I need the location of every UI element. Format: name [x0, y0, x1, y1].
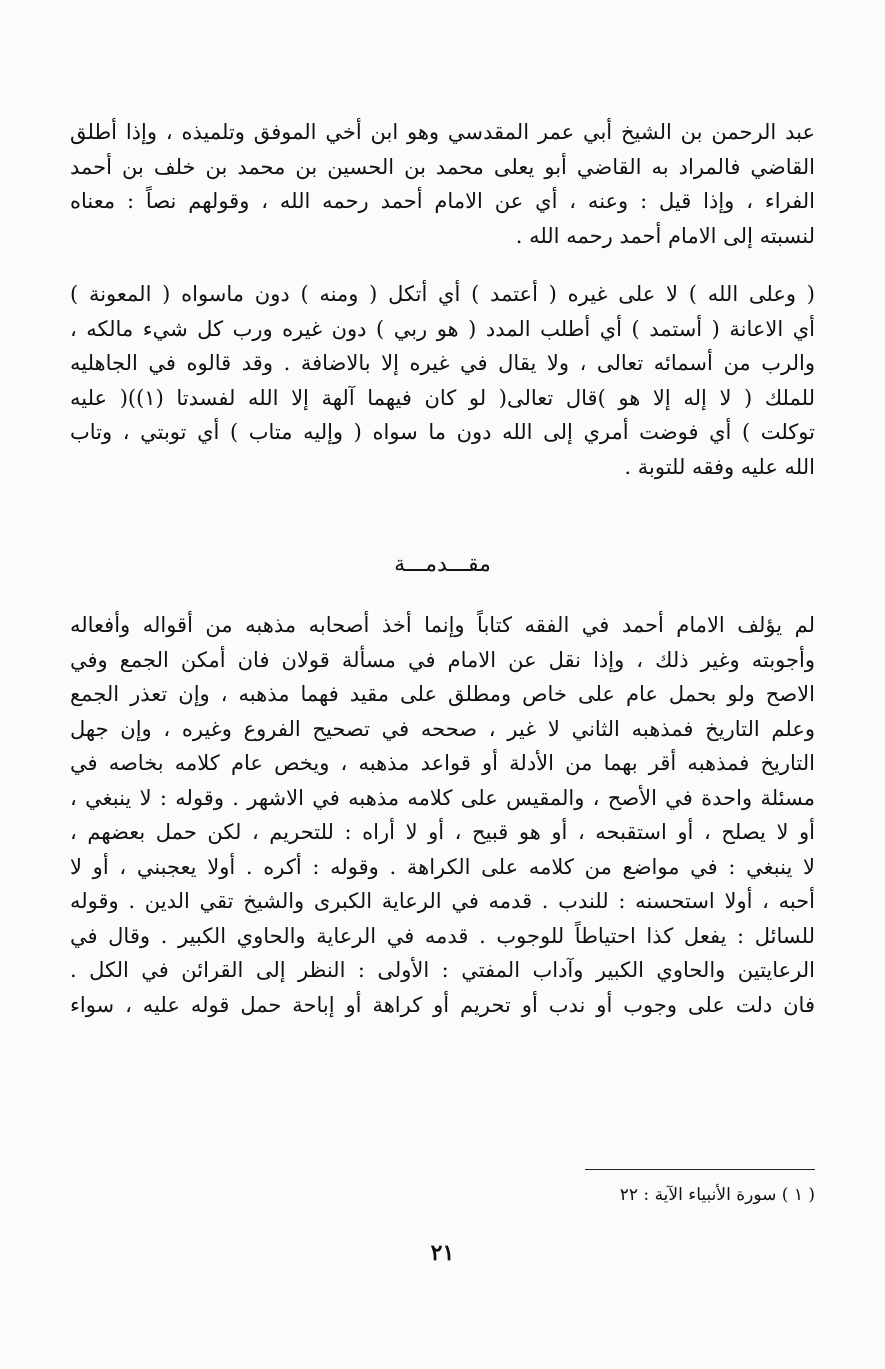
text-line: لنسبته إلى الامام أحمد رحمه الله . [515, 223, 815, 248]
text-line: الفراء ، وإذا قيل : وعنه ، أي عن الامام أحمد رحمه الله ، وقولهم نصاً : معناه [70, 189, 815, 213]
text-line: والرب من أسمائه تعالى ، ولا يقال في غيره إلا بالاضافة . وقد قالوه في الجاهليه [70, 351, 815, 375]
page-body [70, 115, 815, 1022]
text-line: وعلم التاريخ فمذهبه الثاني لا غير ، صححه في تصحيح الفروع وغيره ، وإن جهل [70, 716, 815, 741]
text-line: الرعايتين والحاوي الكبير وآداب المفتي : الأولى : النظر إلى القرائن في الكل . [70, 958, 815, 982]
text-line: ( وعلى الله ) لا على غيره ( أعتمد ) أي أتكل ( ومنه ) دون ماسواه ( المعونة ) [70, 282, 815, 306]
text-line: للسائل : يفعل كذا احتياطاً للوجوب . قدمه في الرعاية والحاوي الكبير . وقال في [70, 923, 815, 948]
text-line: الاصح ولو بحمل عام على خاص ومطلق على مقيد فهما مذهبه ، وإن تعذر الجمع [70, 682, 815, 706]
paragraph-1 [70, 115, 815, 253]
text-line: توكلت ) أي فوضت أمري إلى الله دون ما سواه ( وإليه متاب ) أي توبتي ، وتاب [70, 420, 815, 444]
text-line: فان دلت على وجوب أو ندب أو تحريم أو كراهة أو إباحة حمل قوله عليه ، سواء [70, 992, 815, 1017]
text-line: أو لا يصلح ، أو استقبحه ، أو هو قبيح ، أو لا أراه : للتحريم ، لكن حمل بعضهم ، [70, 820, 815, 844]
text-line: القاضي فالمراد به القاضي أبو يعلى محمد بن الحسين بن محمد بن خلف بن أحمد [70, 154, 815, 179]
text-line: التاريخ فمذهبه أقر بهما من الأدلة أو قواعد مذهبه ، ويخص عام كلامه بخاصه في [70, 751, 815, 775]
footnote: ( ١ ) سورة الأنبياء الآية : ٢٢ [619, 1185, 815, 1205]
text-line: أي الاعانة ( أستمد ) أي أطلب المدد ( هو ربي ) دون غيره ورب كل شيء مالكه ، [70, 316, 815, 341]
text-line: الله عليه وفقه للتوبة . [624, 454, 815, 479]
paragraph-3 [70, 608, 815, 1022]
section-heading: مقـــدمـــة [394, 552, 491, 577]
page-number: ٢١ [430, 1240, 455, 1266]
text-line: لا ينبغي : في مواضع من كلامه على الكراهة . وقوله : أكره . أولا يعجبني ، أو لا [70, 854, 815, 879]
paragraph-2 [70, 277, 815, 484]
text-line: عبد الرحمن بن الشيخ أبي عمر المقدسي وهو ابن أخي الموفق وتلميذه ، وإذا أطلق [70, 120, 815, 144]
text-line: وأجوبته وغير ذلك ، وإذا نقل عن الامام في مسألة قولان فان أمكن الجمع وفي [70, 647, 815, 672]
text-line: أحبه ، أولا استحسنه : للندب . قدمه في الرعاية الكبرى والشيخ تقي الدين . وقوله [70, 889, 815, 913]
text-line: للملك ( لا إله إلا هو )قال تعالى( لو كان فيهما آلهة إلا الله لفسدتا (١))( عليه [70, 385, 815, 410]
text-line: لم يؤلف الامام أحمد في الفقه كتاباً وإنما أخذ أصحابه مذهبه من أقواله وأفعاله [70, 613, 815, 637]
footnote-rule [585, 1169, 815, 1170]
text-line: مسئلة واحدة في الأصح ، والمقيس على كلامه مذهبه في الاشهر . وقوله : لا ينبغي ، [70, 785, 815, 810]
